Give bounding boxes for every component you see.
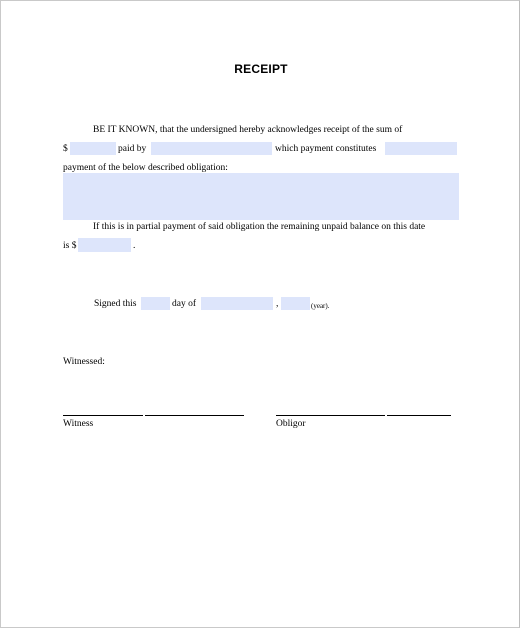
day-field[interactable] xyxy=(141,297,170,310)
dollar-sign: $ xyxy=(63,144,68,154)
witnessed-label: Witnessed: xyxy=(63,357,105,367)
signed-this-label: Signed this xyxy=(94,299,137,309)
balance-period: . xyxy=(133,241,136,251)
obligation-intro-text: payment of the below described obligation: xyxy=(63,163,228,173)
document-title: RECEIPT xyxy=(234,62,288,76)
paid-by-label: paid by xyxy=(118,144,147,154)
partial-payment-text: If this is in partial payment of said obligation the remaining unpaid balance on this date xyxy=(93,222,426,232)
paid-by-field[interactable] xyxy=(151,142,272,155)
obligor-label: Obligor xyxy=(276,419,306,429)
intro-text: BE IT KNOWN, that the undersigned hereby acknowledges receipt of the sum of xyxy=(93,125,403,135)
year-label: (year). xyxy=(311,302,330,310)
day-of-label: day of xyxy=(172,299,197,309)
balance-label: is $ xyxy=(63,241,77,251)
payment-type-field[interactable] xyxy=(385,142,457,155)
witness-label: Witness xyxy=(63,419,94,429)
month-field[interactable] xyxy=(201,297,273,310)
amount-field[interactable] xyxy=(70,142,116,155)
obligor-signature-line-a xyxy=(276,415,385,416)
obligor-signature-line-b xyxy=(387,415,451,416)
date-comma: , xyxy=(276,299,279,309)
obligation-description-field[interactable] xyxy=(63,173,459,220)
witness-signature-line-b xyxy=(145,415,244,416)
year-field[interactable] xyxy=(281,297,310,310)
which-payment-label: which payment constitutes xyxy=(275,144,377,154)
balance-field[interactable] xyxy=(78,238,131,252)
witness-signature-line-a xyxy=(63,415,143,416)
